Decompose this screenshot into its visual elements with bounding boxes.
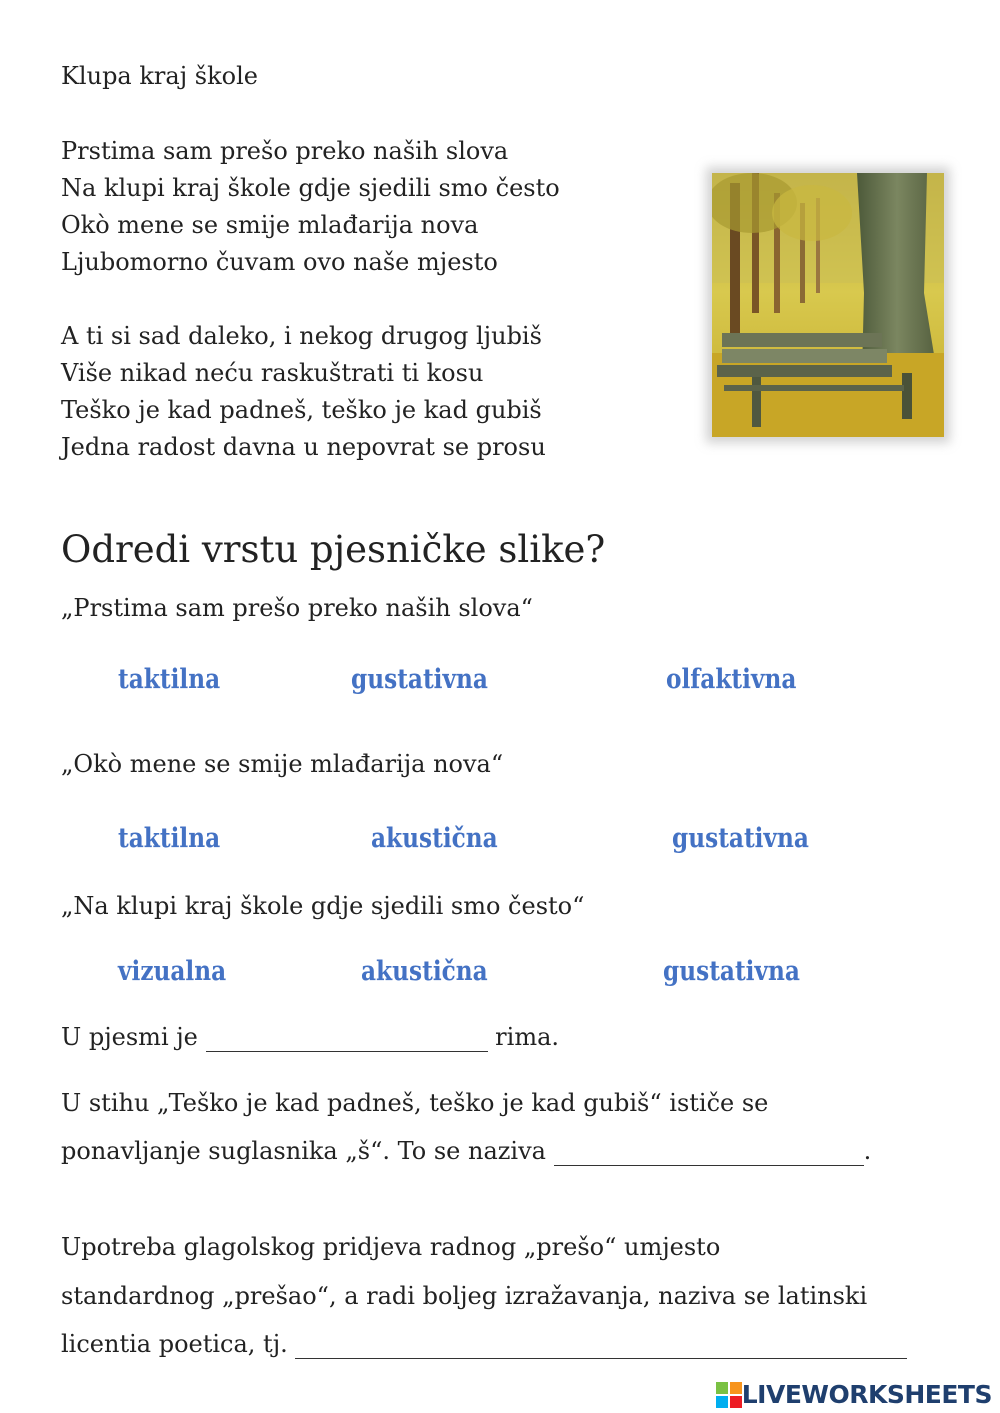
poem-line: Teško je kad padneš, teško je kad gubiš bbox=[61, 396, 542, 424]
poem-line: Prstima sam prešo preko naših slova bbox=[61, 137, 509, 165]
licentia-line-1: Upotreba glagolskog pridjeva radnog „prešo“ umjesto bbox=[61, 1233, 721, 1261]
quote-3: „Na klupi kraj škole gdje sjedili smo često“ bbox=[61, 892, 585, 920]
logo-text: LIVEWORKSHEETS bbox=[741, 1380, 992, 1409]
licentia-text-before: licentia poetica, tj. bbox=[61, 1330, 288, 1358]
poem-title: Klupa kraj škole bbox=[61, 62, 258, 90]
rhyme-text-after: rima. bbox=[495, 1023, 560, 1051]
alliteration-line-2 bbox=[61, 1137, 871, 1166]
poem-stanza-1 bbox=[61, 133, 560, 281]
liveworksheets-logo bbox=[716, 1380, 992, 1409]
option-gustativna[interactable]: gustativna bbox=[672, 823, 809, 854]
rhyme-answer-blank[interactable] bbox=[206, 1023, 488, 1052]
exercise-heading: Odredi vrstu pjesničke slike? bbox=[61, 528, 606, 571]
option-gustativna[interactable]: gustativna bbox=[351, 664, 488, 695]
alliteration-line-1: U stihu „Teško je kad padneš, teško je kad gubiš“ ističe se bbox=[61, 1089, 769, 1117]
poem-stanza-2 bbox=[61, 318, 546, 466]
poem-line: Ljubomorno čuvam ovo naše mjesto bbox=[61, 248, 498, 276]
rhyme-question bbox=[61, 1023, 559, 1052]
licentia-line-3 bbox=[61, 1330, 907, 1359]
logo-grid-icon bbox=[716, 1382, 742, 1408]
poem-line: A ti si sad daleko, i nekog drugog ljubiš bbox=[61, 322, 542, 350]
option-taktilna[interactable]: taktilna bbox=[118, 664, 221, 695]
poem-line: Okò mene se smije mlađarija nova bbox=[61, 211, 479, 239]
alliteration-text-before: ponavljanje suglasnika „š“. To se naziva bbox=[61, 1137, 546, 1165]
quote-2: „Okò mene se smije mlađarija nova“ bbox=[61, 750, 504, 778]
option-vizualna[interactable]: vizualna bbox=[118, 956, 227, 987]
alliteration-text-after: . bbox=[863, 1137, 872, 1165]
option-olfaktivna[interactable]: olfaktivna bbox=[666, 664, 797, 695]
poem-line: Više nikad neću raskuštrati ti kosu bbox=[61, 359, 484, 387]
autumn-bench-image bbox=[712, 173, 944, 437]
option-akusticna[interactable]: akustična bbox=[371, 823, 498, 854]
quote-1: „Prstima sam prešo preko naših slova“ bbox=[61, 594, 533, 622]
option-gustativna[interactable]: gustativna bbox=[663, 956, 800, 987]
poem-line: Jedna radost davna u nepovrat se prosu bbox=[61, 433, 546, 461]
option-akusticna[interactable]: akustična bbox=[361, 956, 488, 987]
licentia-line-2: standardnog „prešao“, a radi boljeg izražavanja, naziva se latinski bbox=[61, 1282, 868, 1310]
poem-line: Na klupi kraj škole gdje sjedili smo često bbox=[61, 174, 560, 202]
option-taktilna[interactable]: taktilna bbox=[118, 823, 221, 854]
licentia-answer-blank[interactable] bbox=[295, 1330, 907, 1359]
rhyme-text-before: U pjesmi je bbox=[61, 1023, 198, 1051]
bench-illustration bbox=[712, 173, 944, 437]
alliteration-answer-blank[interactable] bbox=[554, 1137, 864, 1166]
